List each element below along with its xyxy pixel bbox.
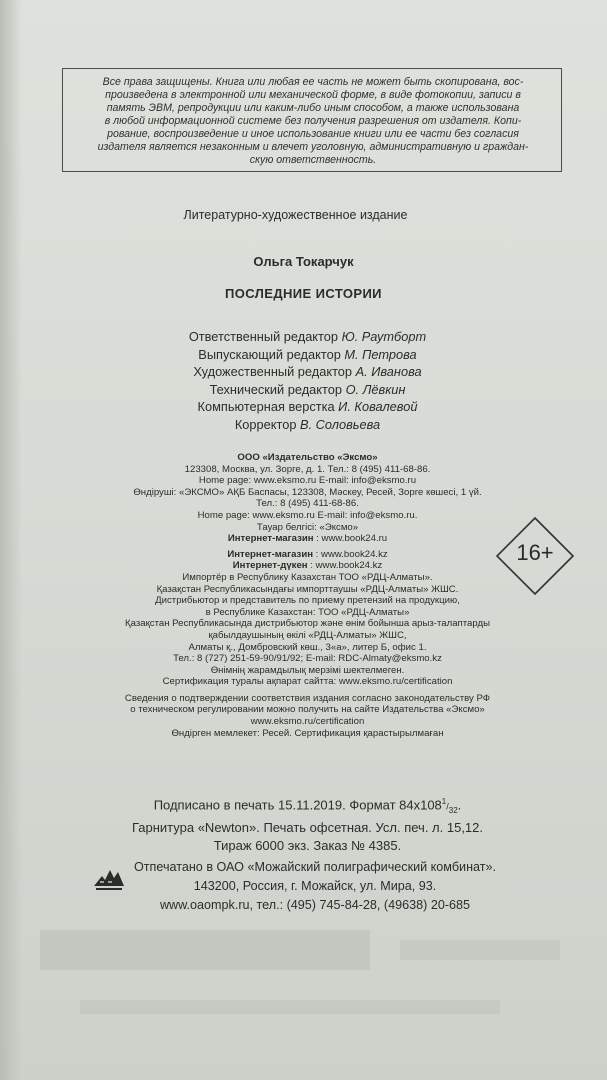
importer-kz-line: Қазақстан Республикасындағы импорттаушы «РДЦ-Алматы» ЖШС. (156, 583, 459, 595)
rights-line: произведена в электронной или механической форме, в виде фотокопии, записи в (105, 89, 521, 101)
credit-line (0, 398, 607, 416)
printer-contacts: www.oaompk.ru, тел.: (495) 745-84-28, (49638) 20-685 (159, 898, 471, 912)
credit-role: Ответственный редактор (188, 329, 339, 344)
shop-label: Интернет-магазин (227, 533, 314, 545)
shop-label: Интернет-магазин (227, 548, 314, 560)
publisher-web: Home page: www.eksmo.ru E-mail: info@eksmo.ru (198, 475, 417, 487)
credits-list (0, 328, 607, 434)
format-fraction-den: 32 (448, 805, 458, 815)
printer-name: Отпечатано в ОАО «Можайский полиграфический комбинат». (133, 860, 497, 874)
credit-line (0, 381, 607, 399)
compliance-line: www.eksmo.ru/certification (250, 716, 365, 728)
print-details (0, 793, 607, 854)
printer-details (0, 858, 607, 915)
publisher-web-2: Home page: www.eksmo.ru E-mail: info@eksmo.ru. (197, 509, 418, 521)
rights-notice (72, 76, 554, 167)
run-line: Тираж 6000 экз. Заказ № 4385. (213, 837, 402, 853)
typeface-line: Гарнитура «Newton». Печать офсетная. Усл. печ. л. 15,12. (131, 820, 484, 836)
credit-name: И. Ковалевой (338, 399, 418, 415)
origin-line: Өндірген мемлекет: Ресей. Сертификация қарастырылмаған (171, 727, 444, 739)
format-fraction-num: 1 (441, 797, 447, 806)
credit-line (0, 416, 607, 434)
shop-url: : www.book24.kz (313, 548, 388, 560)
shop-url: : www.book24.kz (307, 560, 383, 572)
credit-role: Корректор (234, 416, 297, 432)
genre-label: Литературно-художественное издание (183, 208, 408, 222)
rights-line: рование, воспроизведение и иное использование книги или ее части без согласия (107, 128, 519, 140)
rights-line: скую ответственность. (249, 154, 377, 166)
book-title: ПОСЛЕДНИЕ ИСТОРИИ (225, 286, 382, 301)
publisher-kz-tel: Тел.: 8 (495) 411-68-86. (256, 498, 359, 510)
signed-text: Подписано в печать 15.11.2019. Формат 84х108 (153, 797, 442, 813)
distributor-kz-line: Қазақстан Республикасында дистрибьютор және өнім бойынша арыз-талаптарды (125, 618, 490, 630)
publisher-address: 123308, Москва, ул. Зорге, д. 1. Тел.: 8 (495) 411-68-86. (184, 463, 431, 475)
publisher-kz-maker: Өндіруші: «ЭКСМО» АҚБ Баспасы, 123308, Мәскеу, Ресей, Зорге көшесі, 1 үй. (133, 486, 482, 498)
credit-name: Ю. Раутборт (341, 329, 427, 344)
shelf-life: Өнімнің жарамдылық мерзімі шектелмеген. (210, 664, 405, 676)
credit-role: Компьютерная верстка (197, 399, 335, 415)
almaty-address: Алматы қ., Домбровский көш., 3«а», литер Б, офис 1. (188, 641, 427, 653)
signed-suffix: . (457, 797, 462, 813)
credit-line (0, 346, 607, 364)
rights-line: в любой информационной системе без получения разрешения от издателя. Копи- (104, 115, 522, 127)
rights-line: издателя является незаконным и влечет уголовную, административную и граждан- (97, 141, 529, 153)
credit-name: В. Соловьева (300, 416, 381, 432)
distributor-line: Дистрибьютор и представитель по приему претензий на продукцию, (155, 595, 460, 607)
printer-address: 143200, Россия, г. Можайск, ул. Мира, 93. (193, 879, 437, 893)
distributor-line: в Республике Казахстан: ТОО «РДЦ-Алматы» (205, 606, 410, 618)
certification-kz: Сертификация туралы ақпарат сайтта: www.eksmo.ru/certification (162, 676, 453, 688)
signed-line: Подписано в печать 15.11.2019. Формат $84х108^1/_{32}$. (153, 797, 462, 815)
distributor-kz-line: қабылдаушының өкілі «РДЦ-Алматы» ЖШС, (208, 629, 407, 641)
credit-role: Выпускающий редактор (198, 346, 341, 362)
rights-line: память ЭВМ, репродукции или каким-либо иным способом, а также использована (106, 102, 520, 114)
shop-url: : www.book24.ru (313, 533, 388, 545)
credit-role: Технический редактор (209, 381, 342, 397)
age-rating: 16+ (516, 540, 554, 565)
rights-line: Все права защищены. Книга или любая ее часть не может быть скопирована, вос- (102, 76, 524, 88)
bleed-through-shadow (40, 930, 580, 1050)
publisher-name: ООО «Издательство «Эксмо» (237, 452, 378, 463)
credit-line (0, 328, 607, 346)
credit-name: М. Петрова (344, 346, 417, 362)
credit-role: Художественный редактор (193, 364, 353, 380)
compliance-line: Сведения о подтверждении соответствия издания согласно законодательству РФ (124, 692, 491, 704)
author-name: Ольга Токарчук (253, 254, 354, 269)
almaty-contacts: Тел.: 8 (727) 251-59-90/91/92; E-mail: RDC-Almaty@eksmo.kz (173, 653, 442, 665)
credit-name: А. Иванова (355, 364, 422, 380)
credit-name: О. Лёвкин (345, 381, 406, 397)
importer-line: Импортёр в Республику Казахстан ТОО «РДЦ-Алматы». (182, 571, 433, 583)
trademark-line: Тауар белгісі: «Эксмо» (256, 521, 359, 533)
compliance-line: о техническом регулировании можно получить на сайте Издательства «Эксмо» (130, 704, 485, 716)
shop-label: Интернет-дүкен (232, 560, 308, 572)
credit-line (0, 363, 607, 381)
